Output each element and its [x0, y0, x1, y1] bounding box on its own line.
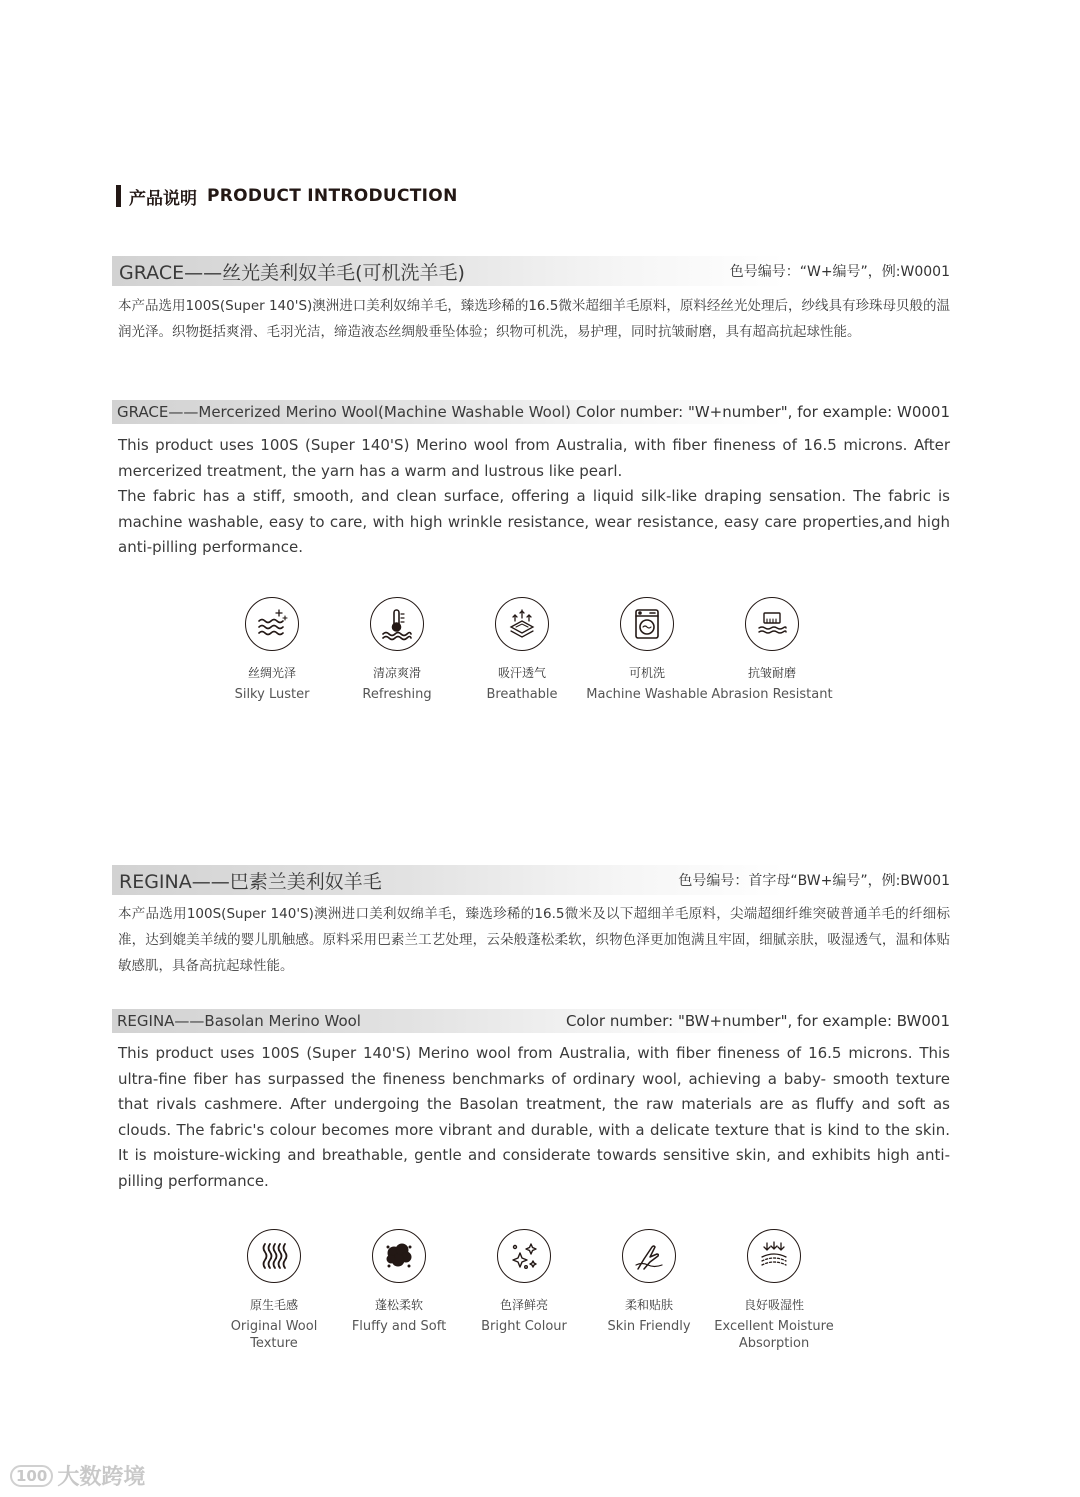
regina-en-desc-text: This product uses 100S (Super 140'S) Merino wool from Australia, with fiber fineness of 16.5 microns. This ultra-fine fiber has surpassed the fineness benchmarks of ordinary wool, achieving a baby- smooth texture that rivals cashmere. After undergoing the Basolan treatment, the raw materials are as fluffy and soft as clouds. The fabric's colour becomes more vibrant and durable, with a delicate texture that is kind to the skin. It is moisture-wicking and breathable, gentle and considerate towards sensitive skin, and exhibits high anti-pilling performance. — [118, 1044, 950, 1190]
feature-fluffy-soft — [334, 1229, 464, 1335]
feature-label-en: Breathable — [486, 687, 558, 702]
feature-label-zh: 原生毛感 — [249, 1298, 298, 1312]
watermark-text: 大数跨境 — [57, 1465, 146, 1490]
feature-label-zh: 吸汗透气 — [497, 666, 546, 680]
feature-abrasion-resistant — [707, 597, 837, 703]
regina-zh-title: REGINA——巴素兰美利奴羊毛 — [119, 870, 382, 893]
grace-zh-desc — [118, 293, 950, 345]
feature-label-en: Skin Friendly — [607, 1319, 691, 1334]
regina-en-title: REGINA——Basolan Merino Wool — [117, 1012, 361, 1030]
wool-texture-icon — [247, 1229, 301, 1283]
skin-touch-icon — [622, 1229, 676, 1283]
feature-skin-friendly — [584, 1229, 714, 1335]
breathable-icon — [495, 597, 549, 651]
feature-label-zh: 可机洗 — [628, 666, 665, 680]
grace-zh-title-band — [112, 256, 952, 286]
feature-label-zh: 柔和贴肤 — [624, 1298, 673, 1312]
heading-bar — [116, 185, 121, 207]
grace-zh-desc-text: 本产品选用100S(Super 140'S)澳洲进口美利奴绵羊毛，臻选珍稀的16.5微米超细羊毛原料，原料经丝光处理后，纱线具有珍珠母贝般的温润光泽。织物挺括爽滑、毛羽光洁，缔造液态丝绸般垂坠体验；织物可机洗，易护理，同时抗皱耐磨，具有超高抗起球性能。 — [118, 298, 950, 340]
grace-en-desc-1: This product uses 100S (Super 140'S) Merino wool from Australia, with fiber fineness of 16.5 microns. After mercerized treatment, the yarn has a warm and lustrous like pearl. — [118, 436, 950, 480]
feature-label-en: Refreshing — [362, 687, 432, 702]
feature-label-zh: 蓬松柔软 — [374, 1298, 423, 1312]
feature-label-en: Abrasion Resistant — [711, 687, 833, 702]
watermark-logo: 100 — [10, 1465, 53, 1487]
feature-machine-washable — [582, 597, 712, 703]
feature-moisture-absorption — [709, 1229, 839, 1352]
feature-silky-luster — [207, 597, 337, 703]
grace-en-desc-2: The fabric has a stiff, smooth, and clean surface, offering a liquid silk-like draping sensation. The fabric is machine washable, easy to care, with high wrinkle resistance, wear resistance, easy care properties,and high anti-pilling performance. — [118, 487, 950, 557]
sparkle-icon — [497, 1229, 551, 1283]
feature-label-zh: 良好吸湿性 — [743, 1298, 804, 1312]
feature-label-zh: 丝绸光泽 — [247, 666, 296, 680]
feature-label-en: Silky Luster — [234, 687, 310, 702]
feature-label-en: Machine Washable — [586, 687, 708, 702]
section-heading — [116, 184, 458, 208]
grace-en-desc — [118, 433, 950, 561]
feature-label-zh: 色泽鲜亮 — [499, 1298, 548, 1312]
abrasion-resistant-icon — [745, 597, 799, 651]
moisture-absorption-icon — [747, 1229, 801, 1283]
feature-original-wool — [209, 1229, 339, 1352]
grace-en-code: Color number: "W+number", for example: W0001 — [575, 403, 950, 421]
regina-zh-code: 色号编号：首字母“BW+编号”，例:BW001 — [678, 873, 950, 889]
feature-label-en: Excellent Moisture Absorption — [714, 1319, 834, 1351]
heading-zh: 产品说明 — [129, 188, 197, 209]
feature-label-en: Fluffy and Soft — [351, 1319, 447, 1334]
refreshing-icon — [370, 597, 424, 651]
feature-bright-colour — [459, 1229, 589, 1335]
regina-zh-title-band — [112, 865, 952, 895]
washing-machine-icon — [620, 597, 674, 651]
feature-label-zh: 抗皱耐磨 — [747, 666, 796, 680]
grace-zh-code: 色号编号：“W+编号”，例:W0001 — [729, 264, 950, 280]
feature-refreshing — [332, 597, 462, 703]
grace-zh-title: GRACE——丝光美利奴羊毛(可机洗羊毛) — [119, 261, 465, 284]
feature-label-zh: 清凉爽滑 — [372, 666, 421, 680]
watermark — [10, 1460, 145, 1491]
regina-en-code: Color number: "BW+number", for example: BW001 — [565, 1012, 950, 1030]
fluffy-cloud-icon — [372, 1229, 426, 1283]
grace-en-title: GRACE——Mercerized Merino Wool(Machine Washable Wool) — [117, 403, 572, 421]
regina-zh-desc-text: 本产品选用100S(Super 140'S)澳洲进口美利奴绵羊毛，臻选珍稀的16.5微米及以下超细羊毛原料，尖端超细纤维突破普通羊毛的纤细标准，达到媲美羊绒的婴儿肌触感。原料采用巴素兰工艺处理，云朵般蓬松柔软，织物色泽更加饱满且牢固，细腻亲肤，吸湿透气，温和体贴敏感肌，具备高抗起球性能。 — [118, 906, 950, 974]
grace-en-title-band — [112, 400, 952, 424]
feature-breathable — [457, 597, 587, 703]
regina-en-desc — [118, 1041, 950, 1195]
feature-label-en: Bright Colour — [481, 1319, 567, 1334]
regina-zh-desc — [118, 901, 950, 979]
feature-label-en: Original Wool Texture — [230, 1319, 318, 1351]
silky-luster-icon — [245, 597, 299, 651]
regina-en-title-band — [112, 1009, 952, 1033]
heading-en: PRODUCT INTRODUCTION — [207, 186, 458, 206]
